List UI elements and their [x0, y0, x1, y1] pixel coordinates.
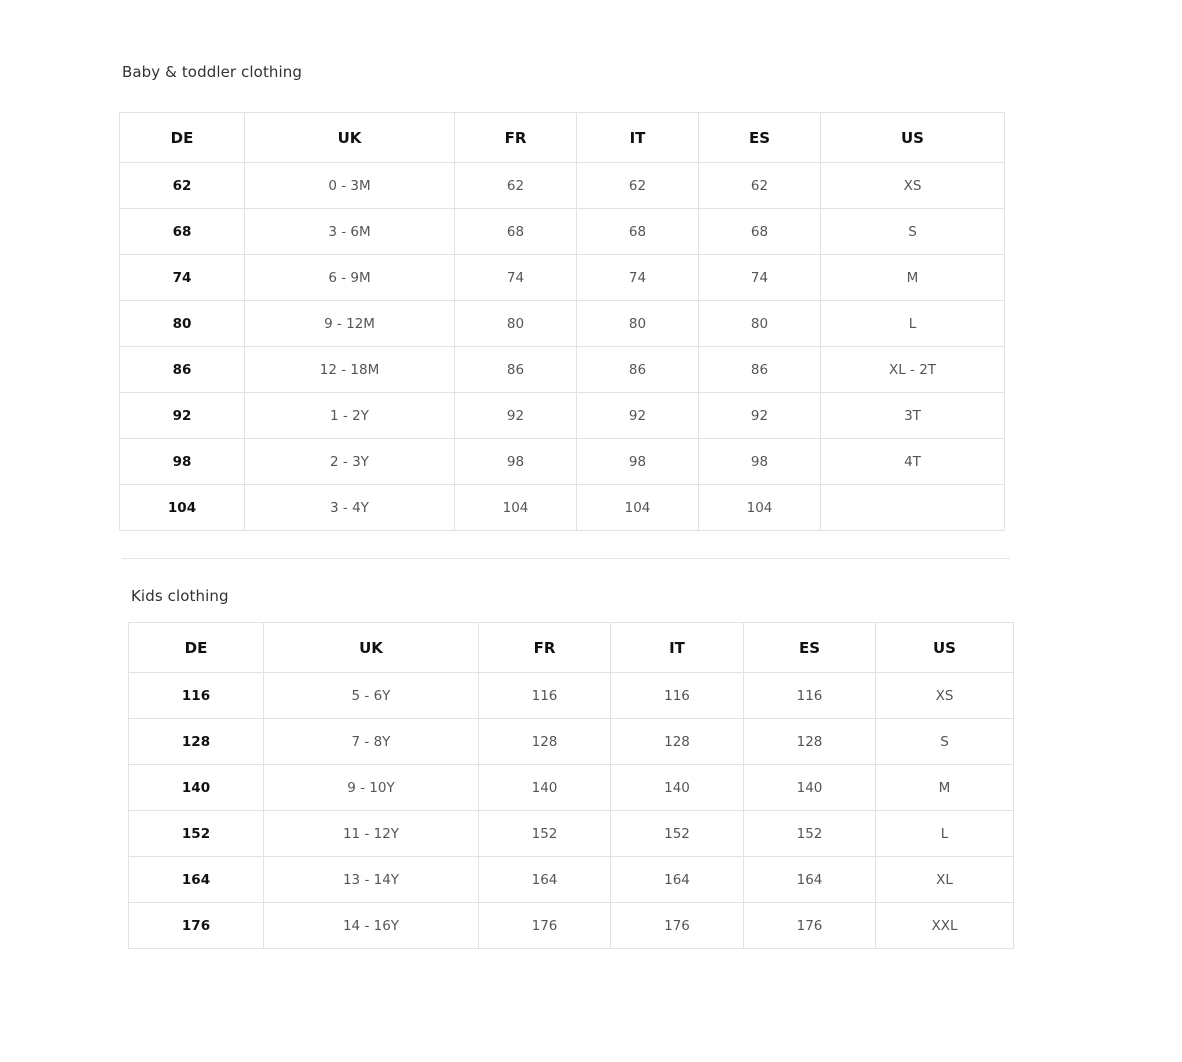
section-divider	[122, 558, 1010, 559]
table-header-row	[120, 113, 1005, 163]
baby-size-table	[119, 112, 1005, 531]
cell-de: 176	[129, 903, 264, 949]
cell-it: 176	[611, 903, 744, 949]
cell-fr: 104	[455, 485, 577, 531]
column-header-us: US	[821, 113, 1005, 163]
cell-us: 4T	[821, 439, 1005, 485]
cell-it: 74	[577, 255, 699, 301]
table-row	[120, 393, 1005, 439]
cell-fr: 86	[455, 347, 577, 393]
cell-de: 104	[120, 485, 245, 531]
cell-uk: 12 - 18M	[245, 347, 455, 393]
cell-it: 152	[611, 811, 744, 857]
cell-es: 104	[699, 485, 821, 531]
cell-uk: 13 - 14Y	[264, 857, 479, 903]
cell-uk: 5 - 6Y	[264, 673, 479, 719]
column-header-de: DE	[120, 113, 245, 163]
cell-de: 140	[129, 765, 264, 811]
column-header-it: IT	[611, 623, 744, 673]
table-row	[129, 719, 1014, 765]
cell-de: 86	[120, 347, 245, 393]
cell-us: XS	[876, 673, 1014, 719]
cell-uk: 11 - 12Y	[264, 811, 479, 857]
cell-de: 68	[120, 209, 245, 255]
cell-it: 62	[577, 163, 699, 209]
cell-fr: 140	[479, 765, 611, 811]
table-row	[120, 163, 1005, 209]
cell-de: 80	[120, 301, 245, 347]
cell-uk: 6 - 9M	[245, 255, 455, 301]
cell-fr: 152	[479, 811, 611, 857]
cell-us: XXL	[876, 903, 1014, 949]
cell-it: 98	[577, 439, 699, 485]
cell-us: L	[876, 811, 1014, 857]
cell-us: S	[821, 209, 1005, 255]
table-row	[129, 765, 1014, 811]
cell-de: 152	[129, 811, 264, 857]
table-row	[129, 857, 1014, 903]
kids-section-title: Kids clothing	[131, 587, 229, 605]
cell-es: 68	[699, 209, 821, 255]
column-header-es: ES	[744, 623, 876, 673]
cell-uk: 1 - 2Y	[245, 393, 455, 439]
column-header-us: US	[876, 623, 1014, 673]
cell-it: 116	[611, 673, 744, 719]
table-row	[120, 301, 1005, 347]
cell-uk: 9 - 10Y	[264, 765, 479, 811]
table-row	[120, 255, 1005, 301]
column-header-uk: UK	[264, 623, 479, 673]
kids-size-table	[128, 622, 1014, 949]
cell-es: 176	[744, 903, 876, 949]
cell-fr: 128	[479, 719, 611, 765]
table-row	[129, 673, 1014, 719]
cell-it: 104	[577, 485, 699, 531]
cell-es: 80	[699, 301, 821, 347]
column-header-fr: FR	[455, 113, 577, 163]
cell-us: S	[876, 719, 1014, 765]
cell-it: 86	[577, 347, 699, 393]
cell-it: 164	[611, 857, 744, 903]
cell-fr: 164	[479, 857, 611, 903]
cell-es: 116	[744, 673, 876, 719]
cell-uk: 3 - 6M	[245, 209, 455, 255]
cell-fr: 176	[479, 903, 611, 949]
cell-it: 80	[577, 301, 699, 347]
cell-it: 128	[611, 719, 744, 765]
cell-fr: 116	[479, 673, 611, 719]
cell-fr: 68	[455, 209, 577, 255]
cell-uk: 2 - 3Y	[245, 439, 455, 485]
cell-it: 92	[577, 393, 699, 439]
column-header-es: ES	[699, 113, 821, 163]
cell-de: 128	[129, 719, 264, 765]
cell-us: XS	[821, 163, 1005, 209]
table-header-row	[129, 623, 1014, 673]
cell-es: 62	[699, 163, 821, 209]
cell-it: 68	[577, 209, 699, 255]
column-header-it: IT	[577, 113, 699, 163]
table-row	[120, 439, 1005, 485]
cell-uk: 3 - 4Y	[245, 485, 455, 531]
cell-fr: 92	[455, 393, 577, 439]
cell-es: 140	[744, 765, 876, 811]
cell-us: XL	[876, 857, 1014, 903]
cell-fr: 98	[455, 439, 577, 485]
cell-us: XL - 2T	[821, 347, 1005, 393]
cell-uk: 14 - 16Y	[264, 903, 479, 949]
cell-es: 98	[699, 439, 821, 485]
table-row	[129, 811, 1014, 857]
cell-es: 86	[699, 347, 821, 393]
cell-us: L	[821, 301, 1005, 347]
cell-fr: 62	[455, 163, 577, 209]
cell-es: 92	[699, 393, 821, 439]
cell-de: 74	[120, 255, 245, 301]
cell-fr: 80	[455, 301, 577, 347]
cell-es: 152	[744, 811, 876, 857]
cell-es: 74	[699, 255, 821, 301]
cell-it: 140	[611, 765, 744, 811]
cell-us: M	[876, 765, 1014, 811]
cell-uk: 9 - 12M	[245, 301, 455, 347]
cell-de: 164	[129, 857, 264, 903]
cell-uk: 7 - 8Y	[264, 719, 479, 765]
column-header-uk: UK	[245, 113, 455, 163]
cell-us	[821, 485, 1005, 531]
column-header-de: DE	[129, 623, 264, 673]
table-row	[129, 903, 1014, 949]
cell-de: 92	[120, 393, 245, 439]
cell-de: 62	[120, 163, 245, 209]
cell-es: 128	[744, 719, 876, 765]
cell-de: 116	[129, 673, 264, 719]
table-row	[120, 209, 1005, 255]
cell-de: 98	[120, 439, 245, 485]
cell-us: 3T	[821, 393, 1005, 439]
table-row	[120, 347, 1005, 393]
cell-uk: 0 - 3M	[245, 163, 455, 209]
cell-fr: 74	[455, 255, 577, 301]
cell-us: M	[821, 255, 1005, 301]
table-row	[120, 485, 1005, 531]
baby-section-title: Baby & toddler clothing	[122, 63, 303, 81]
cell-es: 164	[744, 857, 876, 903]
column-header-fr: FR	[479, 623, 611, 673]
